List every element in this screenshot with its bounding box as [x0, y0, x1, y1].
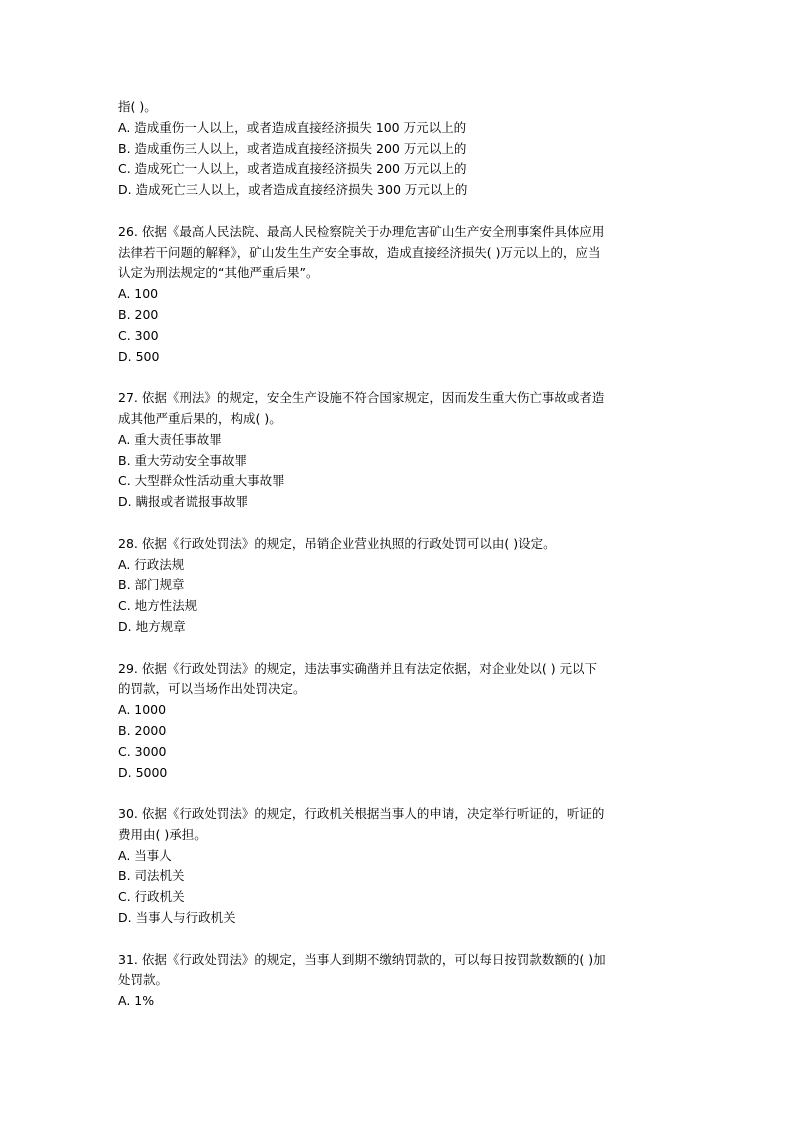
option-c: C. 行政机关 — [118, 889, 185, 905]
option-b: B. 部门规章 — [118, 577, 185, 593]
option-b: B. 重大劳动安全事故罪 — [118, 452, 248, 468]
question-stem-line: 的罚款，可以当场作出处罚决定。 — [118, 681, 306, 697]
option-a: A. 1000 — [118, 702, 167, 718]
question-stem-line: 认定为刑法规定的“其他严重后果”。 — [118, 265, 319, 281]
option-d: D. 当事人与行政机关 — [118, 910, 236, 926]
option-b: B. 造成重伤三人以上，或者造成直接经济损失 200 万元以上的 — [118, 140, 467, 156]
option-d: D. 500 — [118, 348, 160, 364]
option-a: A. 当事人 — [118, 847, 172, 863]
question-29 — [118, 659, 678, 784]
option-a: A. 100 — [118, 286, 159, 302]
option-d: D. 地方规章 — [118, 618, 186, 634]
question-stem-line: 成其他严重后果的，构成( )。 — [118, 410, 282, 426]
option-b: B. 司法机关 — [118, 868, 185, 884]
option-a: A. 重大责任事故罪 — [118, 431, 222, 447]
option-c: C. 地方性法规 — [118, 598, 198, 614]
option-b: B. 200 — [118, 306, 159, 322]
spacer — [118, 201, 678, 222]
spacer — [118, 638, 678, 659]
option-a: A. 造成重伤一人以上，或者造成直接经济损失 100 万元以上的 — [118, 119, 467, 135]
option-d: D. 造成死亡三人以上，或者造成直接经济损失 300 万元以上的 — [118, 182, 468, 198]
question-stem-line: 费用由( )承担。 — [118, 826, 207, 842]
option-b: B. 2000 — [118, 722, 167, 738]
option-a: A. 1% — [118, 993, 155, 1009]
question-28 — [118, 534, 678, 638]
option-c: C. 300 — [118, 327, 159, 343]
question-30 — [118, 804, 678, 929]
spacer — [118, 513, 678, 534]
option-d: D. 5000 — [118, 764, 168, 780]
question-stem-line: 30. 依据《行政处罚法》的规定，行政机关根据当事人的申请，决定举行听证的，听证的 — [118, 806, 605, 822]
question-stem-line: 处罚款。 — [118, 972, 169, 988]
question-31 — [118, 950, 678, 1012]
question-stem-line: 指( )。 — [118, 99, 157, 114]
spacer — [118, 929, 678, 950]
question-stem-line: 28. 依据《行政处罚法》的规定，吊销企业营业执照的行政处罚可以由( )设定。 — [118, 535, 556, 551]
question-stem-line: 31. 依据《行政处罚法》的规定，当事人到期不缴纳罚款的，可以每日按罚款数额的( )加 — [118, 951, 606, 967]
option-c: C. 3000 — [118, 743, 167, 759]
option-a: A. 行政法规 — [118, 556, 185, 572]
option-d: D. 瞒报或者谎报事故罪 — [118, 494, 249, 510]
spacer — [118, 367, 678, 388]
question-stem-line: 26. 依据《最高人民法院、最高人民检察院关于办理危害矿山生产安全刑事案件具体应用 — [118, 223, 605, 239]
question-stem-line: 29. 依据《行政处罚法》的规定，违法事实确凿并且有法定依据，对企业处以( ) 元以下 — [118, 660, 598, 676]
question-27 — [118, 388, 678, 513]
question-25-tail — [118, 97, 678, 201]
question-stem-line: 法律若干问题的解释》，矿山发生生产安全事故，造成直接经济损失( )万元以上的，应当 — [118, 244, 601, 260]
option-c: C. 大型群众性活动重大事故罪 — [118, 473, 285, 489]
question-stem-line: 27. 依据《刑法》的规定，安全生产设施不符合国家规定，因而发生重大伤亡事故或者造 — [118, 390, 605, 406]
question-26 — [118, 222, 678, 368]
document-page — [118, 97, 678, 1012]
option-c: C. 造成死亡一人以上，或者造成直接经济损失 200 万元以上的 — [118, 161, 467, 177]
spacer — [118, 783, 678, 804]
